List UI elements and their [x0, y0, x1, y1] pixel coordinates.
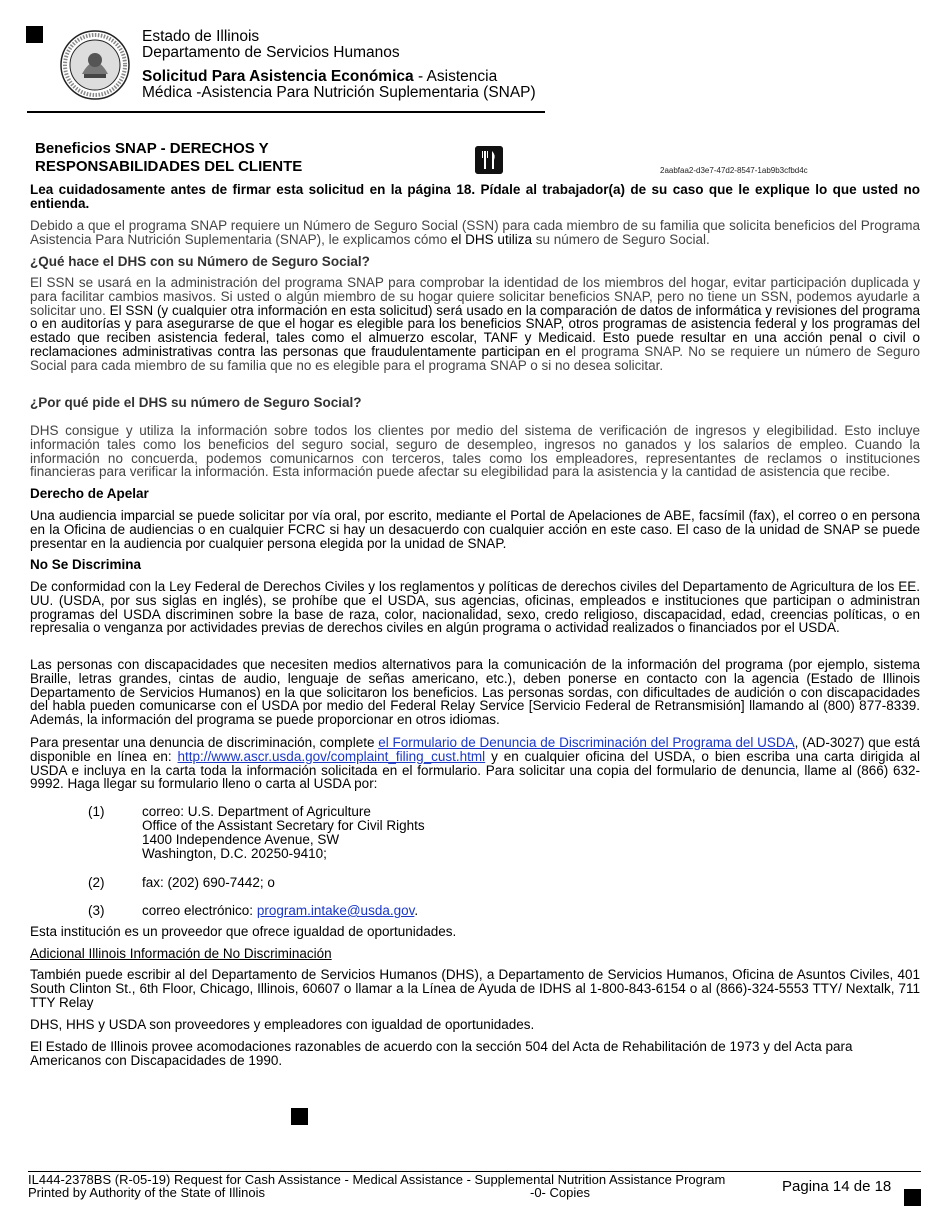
nondisc-para2: Las personas con discapacidades que necesiten medios alternativos para la comunicación de la información del programa (por ejemplo, sistema Braille, letras grandes, cintas de audio, lenguaje de señas americano, etc.), deben ponerse en contacto con la agencia (Estado de Illinois Departamento de Servicios Humanos) en la que solicitaron los beneficios. Las personas sordas, con dificultades de audición o con discapacidades del habla pueden comunicarse con el USDA por medio del Federal Relay Service [Servicio Federal de Retransmisión] llamando al (800) 877-8339. Además, la información del programa se puede proporcionar en otros idiomas. — [30, 657, 920, 728]
snap-utensils-icon — [475, 146, 503, 174]
footer-form-line: IL444-2378BS (R-05-19) Request for Cash Assistance - Medical Assistance - Supplemental Nutrition Assistance Program — [28, 1172, 726, 1187]
form-title-bold: Solicitud Para Asistencia Económica — [142, 68, 414, 85]
registration-mark-bottom-right — [904, 1189, 921, 1206]
email-label: correo electrónico: — [142, 903, 257, 918]
form-title-rest: - Asistencia — [413, 68, 498, 85]
q2-heading: ¿Por qué pide el DHS su número de Seguro Social? — [30, 395, 362, 410]
complaint-form-link[interactable]: el Formulario de Denuncia de Discriminación del Programa del USDA — [378, 735, 795, 750]
section-title — [35, 140, 365, 176]
list-item-2-number: (2) — [88, 875, 105, 890]
mail-line: Washington, D.C. 20250-9410; — [142, 846, 327, 861]
nondisc-para1: De conformidad con la Ley Federal de Derechos Civiles y los reglamentos y políticas de derechos civiles del Departamento de Agricultura de los EE. UU. (USDA, por sus siglas en inglés), se prohíbe que el USDA, sus agencias, oficinas, empleados e instituciones que participan o administran programas del USDA discriminen sobre la base de raza, color, nacionalidad, sexo, credo religioso, discapacidad, edad, creencias políticas, o en represalia o venganza por actividades previas de derechos civiles en algún programa o actividad realizados o financiados por el USDA. — [30, 579, 920, 636]
list-item-1-number: (1) — [88, 804, 105, 819]
email-period: . — [414, 903, 419, 918]
footer-printed: Printed by Authority of the State of Illinois — [28, 1185, 266, 1200]
appeal-body: Una audiencia imparcial se puede solicitar por vía oral, por escrito, mediante el Portal de Apelaciones de ABE, facsímil (fax), el correo o en persona en la Oficina de audiencias o en cualquier FCRC si hay un desacuerdo con cualquier acción en este caso. El caso de la unidad de SNAP se puede presentar en la audiencia por cualquier persona elegida por la unidad de SNAP. — [30, 508, 920, 551]
nondisc-para3 — [30, 736, 920, 791]
appeal-heading: Derecho de Apelar — [30, 486, 149, 501]
mail-line: 1400 Independence Avenue, SW — [142, 832, 340, 847]
q1-heading: ¿Qué hace el DHS con su Número de Seguro Social? — [30, 254, 370, 269]
registration-mark-middle — [291, 1108, 308, 1125]
document-id: 2aabfaa2-d3e7-47d2-8547-1ab9b3cfbd4c — [660, 166, 808, 175]
header-state: Estado de Illinois — [142, 28, 260, 45]
mail-line: Office of the Assistant Secretary for Civil Rights — [142, 818, 425, 833]
email-line — [142, 904, 418, 918]
q1-body-c: l programa SNAP. No se requiere un número de Seguro Social para cada miembro de su familia que no es elegible para el programa SNAP o si no desea solicitar. — [30, 343, 920, 373]
ssn-intro-text-c: su número de Seguro Social. — [531, 231, 710, 247]
mail-address — [142, 805, 425, 861]
para3-text-b: , (AD-3027) que está disponible en línea en: — [30, 735, 920, 764]
email-link[interactable]: program.intake@usda.gov — [256, 903, 415, 918]
ascr-url-link[interactable]: http://www.ascr.usda.gov/complaint_filing_cust.html — [177, 748, 486, 764]
fax-text: fax: (202) 690-7442; o — [142, 875, 275, 890]
para3-text-a: Para presentar una denuncia de discriminación, complete — [30, 735, 379, 750]
list-item-3-number: (3) — [88, 903, 105, 918]
section-title-line1: Beneficios SNAP - DERECHOS Y — [35, 140, 269, 157]
header-divider — [27, 111, 545, 113]
warning-text: Lea cuidadosamente antes de firmar esta solicitud en la página 18. Pídale al trabajador(a) de su caso que le explique lo que usted no entienda. — [30, 182, 920, 211]
mail-line: correo: U.S. Department of Agriculture — [142, 804, 371, 819]
employers-text: DHS, HHS y USDA son proveedores y empleadores con igualdad de oportunidades. — [30, 1017, 535, 1032]
registration-mark-top-left — [26, 26, 43, 43]
ssn-intro-text-a: Debido a que el programa SNAP requiere un Número de Seguro Social (SSN) para cada miembro de su familia que solicita beneficios del Programa Asistencia Para Nutrición Suplementaria (SNAP), le explicamos cómo — [30, 218, 920, 247]
ssn-intro — [30, 219, 920, 247]
header-form-title-line2: Médica -Asistencia Para Nutrición Suplementaria (SNAP) — [142, 84, 536, 101]
illinois-seal-icon — [60, 30, 130, 100]
illinois-nondisc-para: También puede escribir al del Departamento de Servicios Humanos (DHS), a Departamento de Servicios Humanos, Oficina de Asuntos Civiles, 401 South Clinton St., 6th Floor, Chicago, Illinois, 60607 o llamar a la Línea de Ayuda de IDHS al 1-800-843-6154 o al (866)-324-5553 TTY/ Nextalk, 711 TTY Relay — [30, 967, 920, 1010]
q1-body-a: El SSN se usará en la administración del programa SNAP para comprobar la identidad de los miembros del hogar, evitar participación duplicada y para facilitar cambios masivos. Si usted o algún miembro de su hogar quiere solicitar beneficios SNAP, pero no tiene un SSN, podemos ayudarle a solicitar uno. — [30, 275, 920, 318]
illinois-nondisc-heading: Adicional Illinois Información de No Discriminación — [30, 946, 332, 961]
q1-body-b: El SSN (y cualquier otra información en esta solicitud) será usado en la comparación de datos de informática y revisiones del programa o en auditorías y para asegurarse de que el hogar es elegible para los beneficios SNAP, otros programas de asistencia federal y los programas del estado que reciben asistencia federal, tales como el almuerzo escolar, TANF y Medicaid. Esto puede resultar en una acción penal o civil o reclamaciones administrativas contra las personas que fraudulentamente participan en e — [30, 302, 920, 359]
q1-body — [30, 276, 920, 373]
equal-opportunity-text: Esta institución es un proveedor que ofrece igualdad de oportunidades. — [30, 924, 457, 939]
ada-text: El Estado de Illinois provee acomodaciones razonables de acuerdo con la sección 504 del Acta de Rehabilitación de 1973 y del Acta para Americanos con Discapacidades de 1990. — [30, 1039, 853, 1068]
header-form-title — [142, 69, 497, 85]
para3-text-c: y en cualquier oficina del USDA, o bien escriba una carta dirigida al USDA e incluya en la carta toda la información solicitada en el formulario. Para solicitar una copia del formulario de denuncia, llame al (866) 632-9992. Haga llegar su formulario lleno o carta al USDA por: — [30, 748, 921, 792]
q2-body: DHS consigue y utiliza la información sobre todos los clientes por medio del sistema de verificación de ingresos y elegibilidad. Esto incluye información tales como los beneficios del seguro social, seguro de desempleo, ingresos no ganados y los salarios de empleo. Cuando la información no concuerda, podemos comunicarnos con terceros, tales como los empleadores, representantes de reclamos o instituciones financieras para verificar la información. Esta información puede afectar su elegibilidad para la asistencia y la cantidad de asistencia que recibe. — [30, 423, 920, 480]
header-department: Departamento de Servicios Humanos — [142, 44, 400, 61]
ssn-intro-text-b: el DHS utiliza — [450, 231, 532, 247]
page-number: Pagina 14 de 18 — [782, 1178, 892, 1195]
footer-copies: -0- Copies — [530, 1185, 590, 1200]
section-title-line2: RESPONSABILIDADES DEL CLIENTE — [35, 158, 303, 175]
nondisc-heading: No Se Discrimina — [30, 557, 142, 572]
